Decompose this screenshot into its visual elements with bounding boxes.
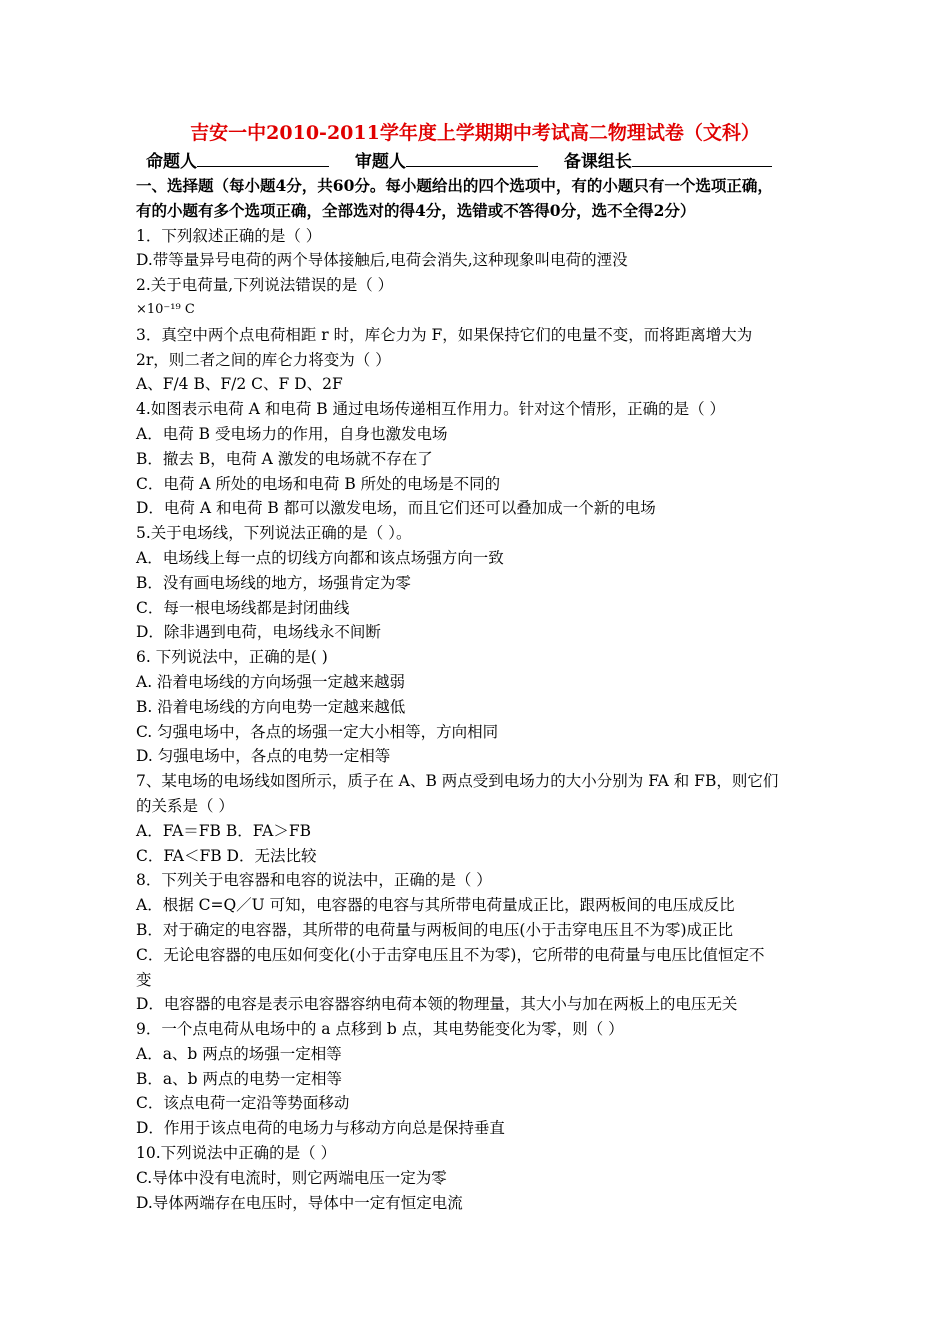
leader-blank <box>632 150 772 167</box>
question-line: D．电荷 A 和电荷 B 都可以激发电场，而且它们还可以叠加成一个新的电场 <box>136 499 656 518</box>
leader-label: 备课组长 <box>563 152 632 172</box>
question-line: 6. 下列说法中，正确的是( ) <box>136 648 328 667</box>
question-line: D．除非遇到电荷，电场线永不间断 <box>136 623 381 642</box>
question-line: B．没有画电场线的地方，场强肯定为零 <box>136 573 411 592</box>
question-line: C．每一根电场线都是封闭曲线 <box>136 598 350 617</box>
question-line: 7、某电场的电场线如图所示，质子在 A、B 两点受到电场力的大小分别为 FA 和 FB，则它们 <box>136 772 779 791</box>
question-line: 5.关于电场线，下列说法正确的是（ ）。 <box>136 524 412 543</box>
question-line: A．根据 C=Q／U 可知，电容器的电容与其所带电荷量成正比，跟两板间的电压成反比 <box>136 896 735 915</box>
question-line: C．该点电荷一定沿等势面移动 <box>136 1094 350 1113</box>
question-line: 9．一个点电荷从电场中的 a 点移到 b 点，其电势能变化为零，则（ ） <box>136 1020 624 1039</box>
section-instructions-line-1: 一、选择题（每小题4分，共60分。每小题给出的四个选项中，有的小题只有一个选项正确， <box>136 176 773 195</box>
question-line: D.导体两端存在电压时，导体中一定有恒定电流 <box>136 1193 463 1212</box>
question-line: ×10⁻¹⁹ C <box>136 301 195 317</box>
question-line: C.导体中没有电流时，则它两端电压一定为零 <box>136 1168 447 1187</box>
question-line: D．作用于该点电荷的电场力与移动方向总是保持垂直 <box>136 1119 505 1138</box>
question-line: B．a、b 两点的电势一定相等 <box>136 1069 342 1088</box>
question-line: C. 匀强电场中，各点的场强一定大小相等，方向相同 <box>136 722 499 741</box>
question-line: A．电场线上每一点的切线方向都和该点场强方向一致 <box>136 548 504 567</box>
question-line: A．FA＝FB B．FA＞FB <box>136 821 312 840</box>
question-line: 变 <box>136 970 152 989</box>
question-line: B. 沿着电场线的方向电势一定越来越低 <box>136 697 406 716</box>
question-line: D.带等量异号电荷的两个导体接触后,电荷会消失,这种现象叫电荷的湮没 <box>136 251 628 270</box>
reviewer-blank <box>406 150 538 167</box>
exam-title: 吉安一中2010-2011学年度上学期期中考试高二物理试卷（文科） <box>190 122 760 144</box>
author-blank <box>197 150 329 167</box>
question-line: D．电容器的电容是表示电容器容纳电荷本领的物理量，其大小与加在两板上的电压无关 <box>136 995 738 1014</box>
question-line: C．电荷 A 所处的电场和电荷 B 所处的电场是不同的 <box>136 474 501 493</box>
question-line: C．无论电容器的电压如何变化(小于击穿电压且不为零)，它所带的电荷量与电压比值恒定不 <box>136 945 765 964</box>
question-line: A、F/4 B、F/2 C、F D、2F <box>136 375 343 394</box>
question-line: D. 匀强电场中，各点的电势一定相等 <box>136 747 391 766</box>
question-line: B．对于确定的电容器，其所带的电荷量与两板间的电压(小于击穿电压且不为零)成正比 <box>136 920 733 939</box>
question-line: B．撤去 B，电荷 A 激发的电场就不存在了 <box>136 449 433 468</box>
question-line: A．a、b 两点的场强一定相等 <box>136 1044 342 1063</box>
question-line: A. 沿着电场线的方向场强一定越来越弱 <box>136 672 406 691</box>
reviewer-label: 审题人 <box>354 152 406 172</box>
question-line: 1．下列叙述正确的是（ ） <box>136 226 322 245</box>
question-line: 8．下列关于电容器和电容的说法中，正确的是（ ） <box>136 871 492 890</box>
question-line: 4.如图表示电荷 A 和电荷 B 通过电场传递相互作用力。针对这个情形，正确的是（ ） <box>136 400 726 419</box>
question-line: 2.关于电荷量,下列说法错误的是（ ） <box>136 276 394 295</box>
exam-body <box>136 174 826 1215</box>
question-line: 2r，则二者之间的库仑力将变为（ ） <box>136 350 391 369</box>
question-line: 的关系是（ ） <box>136 796 234 815</box>
section-instructions-line-2: 有的小题有多个选项正确，全部选对的得4分，选错或不答得0分，选不全得2分） <box>136 200 696 220</box>
question-line: A．电荷 B 受电场力的作用，自身也激发电场 <box>136 424 448 443</box>
staff-line <box>146 150 772 174</box>
author-label: 命题人 <box>146 152 197 172</box>
question-line: 3．真空中两个点电荷相距 r 时，库仑力为 F，如果保持它们的电量不变，而将距离增大为 <box>136 325 753 344</box>
question-line: 10.下列说法中正确的是（ ） <box>136 1144 337 1163</box>
question-line: C．FA＜FB D．无法比较 <box>136 846 317 865</box>
